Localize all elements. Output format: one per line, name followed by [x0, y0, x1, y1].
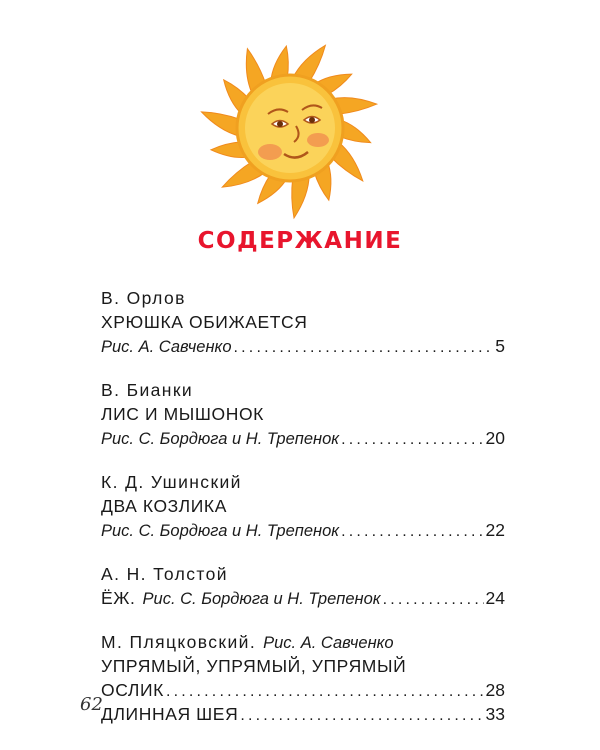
page-number: 62 [80, 694, 103, 715]
author-name: М. Пляцковский. [101, 632, 257, 652]
illustrator-name: Рис. С. Бордюга и Н. Трепенок [101, 430, 340, 448]
dot-leader [240, 704, 483, 728]
illustrator-name: Рис. А. Савченко [101, 338, 232, 356]
author-name: В. Бианки [101, 380, 194, 400]
dot-leader [234, 336, 494, 360]
page-reference[interactable]: 28 [485, 680, 505, 700]
toc-entry [101, 286, 505, 358]
dot-leader [341, 520, 483, 544]
toc-entry [101, 470, 505, 542]
illustrator-name: Рис. С. Бордюга и Н. Трепенок [101, 522, 340, 540]
story-title: ЁЖ. [101, 588, 136, 608]
author-line [101, 630, 505, 654]
toc-entry [101, 630, 505, 726]
page-reference[interactable]: 22 [485, 520, 505, 540]
page-reference[interactable]: 24 [485, 588, 505, 608]
story-title: ЛИС И МЫШОНОК [101, 404, 264, 424]
illustrator-name: Рис. А. Савченко [263, 634, 394, 652]
toc-entry [101, 378, 505, 450]
illustrator-line [101, 518, 505, 542]
author-name: К. Д. Ушинский [101, 472, 242, 492]
dot-leader [166, 680, 484, 704]
table-of-contents [101, 286, 505, 726]
story-line [101, 586, 505, 610]
story-title: ДВА КОЗЛИКА [101, 496, 227, 516]
illustrator-line [101, 334, 505, 358]
page-reference[interactable]: 20 [485, 428, 505, 448]
page-reference[interactable]: 5 [495, 336, 505, 356]
dot-leader [383, 588, 484, 612]
illustrator-line [101, 426, 505, 450]
story-title: ДЛИННАЯ ШЕЯ [101, 704, 239, 724]
story-title-continued: ОСЛИК [101, 680, 164, 700]
illustrator-name: Рис. С. Бордюга и Н. Трепенок [142, 590, 381, 608]
dot-leader [341, 428, 483, 452]
page-title: СОДЕРЖАНИЕ [197, 228, 403, 254]
sun-illustration [180, 40, 400, 220]
story-line [101, 702, 505, 726]
toc-entry [101, 562, 505, 610]
page-reference[interactable]: 33 [485, 704, 505, 724]
sun-ray [201, 112, 240, 137]
story-title: УПРЯМЫЙ, УПРЯМЫЙ, УПРЯМЫЙ [101, 656, 407, 676]
story-title: ХРЮШКА ОБИЖАЕТСЯ [101, 312, 308, 332]
author-name: А. Н. Толстой [101, 564, 228, 584]
author-name: В. Орлов [101, 288, 186, 308]
story-line [101, 678, 505, 702]
